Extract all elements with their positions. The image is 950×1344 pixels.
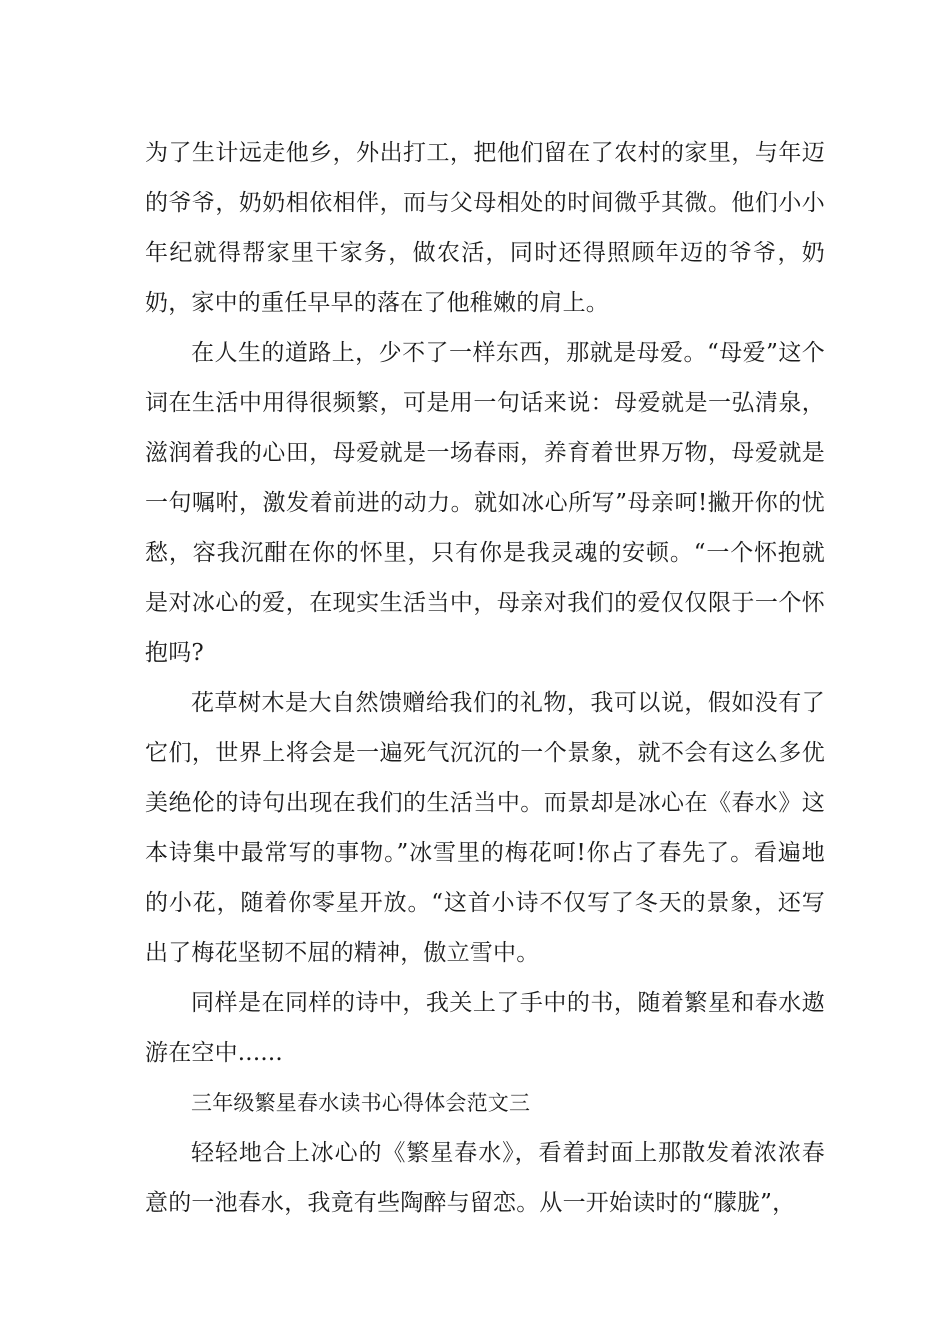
section-heading: 三年级繁星春水读书心得体会范文三: [191, 1091, 531, 1115]
paragraph-nature-gift: 花草树木是大自然馈赠给我们的礼物，我可以说，假如没有了它们，世界上将会是一遍死气沉沉的一个景象，就不会有这么多优美绝伦的诗句出现在我们的生活当中。而景却是冰心在《春水》这本诗集中最常写的事物。”冰雪里的梅花呵!你占了春先了。看遍地的小花，随着你零星开放。“这首小诗不仅写了冬天的景象，还写出了梅花坚韧不屈的精神，傲立雪中。: [145, 690, 825, 966]
paragraph-mother-love: 在人生的道路上，少不了一样东西，那就是母爱。“母爱”这个词在生活中用得很频繁，可是用一句话来说：母爱就是一弘清泉，滋润着我的心田，母爱就是一场春雨，养育着世界万物，母爱就是一句嘱咐，激发着前进的动力。就如冰心所写”母亲呵!撇开你的忧愁，容我沉酣在你的怀里，只有你是我灵魂的安顿。“一个怀抱就是对冰心的爱，在现实生活当中，母亲对我们的爱仅仅限于一个怀抱吗?: [145, 340, 825, 666]
paragraph-essay-three-intro: 轻轻地合上冰心的《繁星春水》，看着封面上那散发着浓浓春意的一池春水，我竟有些陶醉与留恋。从一开始读时的“朦胧”，: [145, 1140, 825, 1216]
paragraph-continuation: 为了生计远走他乡，外出打工，把他们留在了农村的家里，与年迈的爷爷，奶奶相依相伴，而与父母相处的时间微乎其微。他们小小年纪就得帮家里干家务，做农活，同时还得照顾年迈的爷爷，奶奶，家中的重任早早的落在了他稚嫩的肩上。: [145, 140, 825, 316]
document-body: [145, 128, 825, 1228]
paragraph-closing-book: 同样是在同样的诗中，我关上了手中的书，随着繁星和春水遨游在空中......: [145, 990, 825, 1066]
